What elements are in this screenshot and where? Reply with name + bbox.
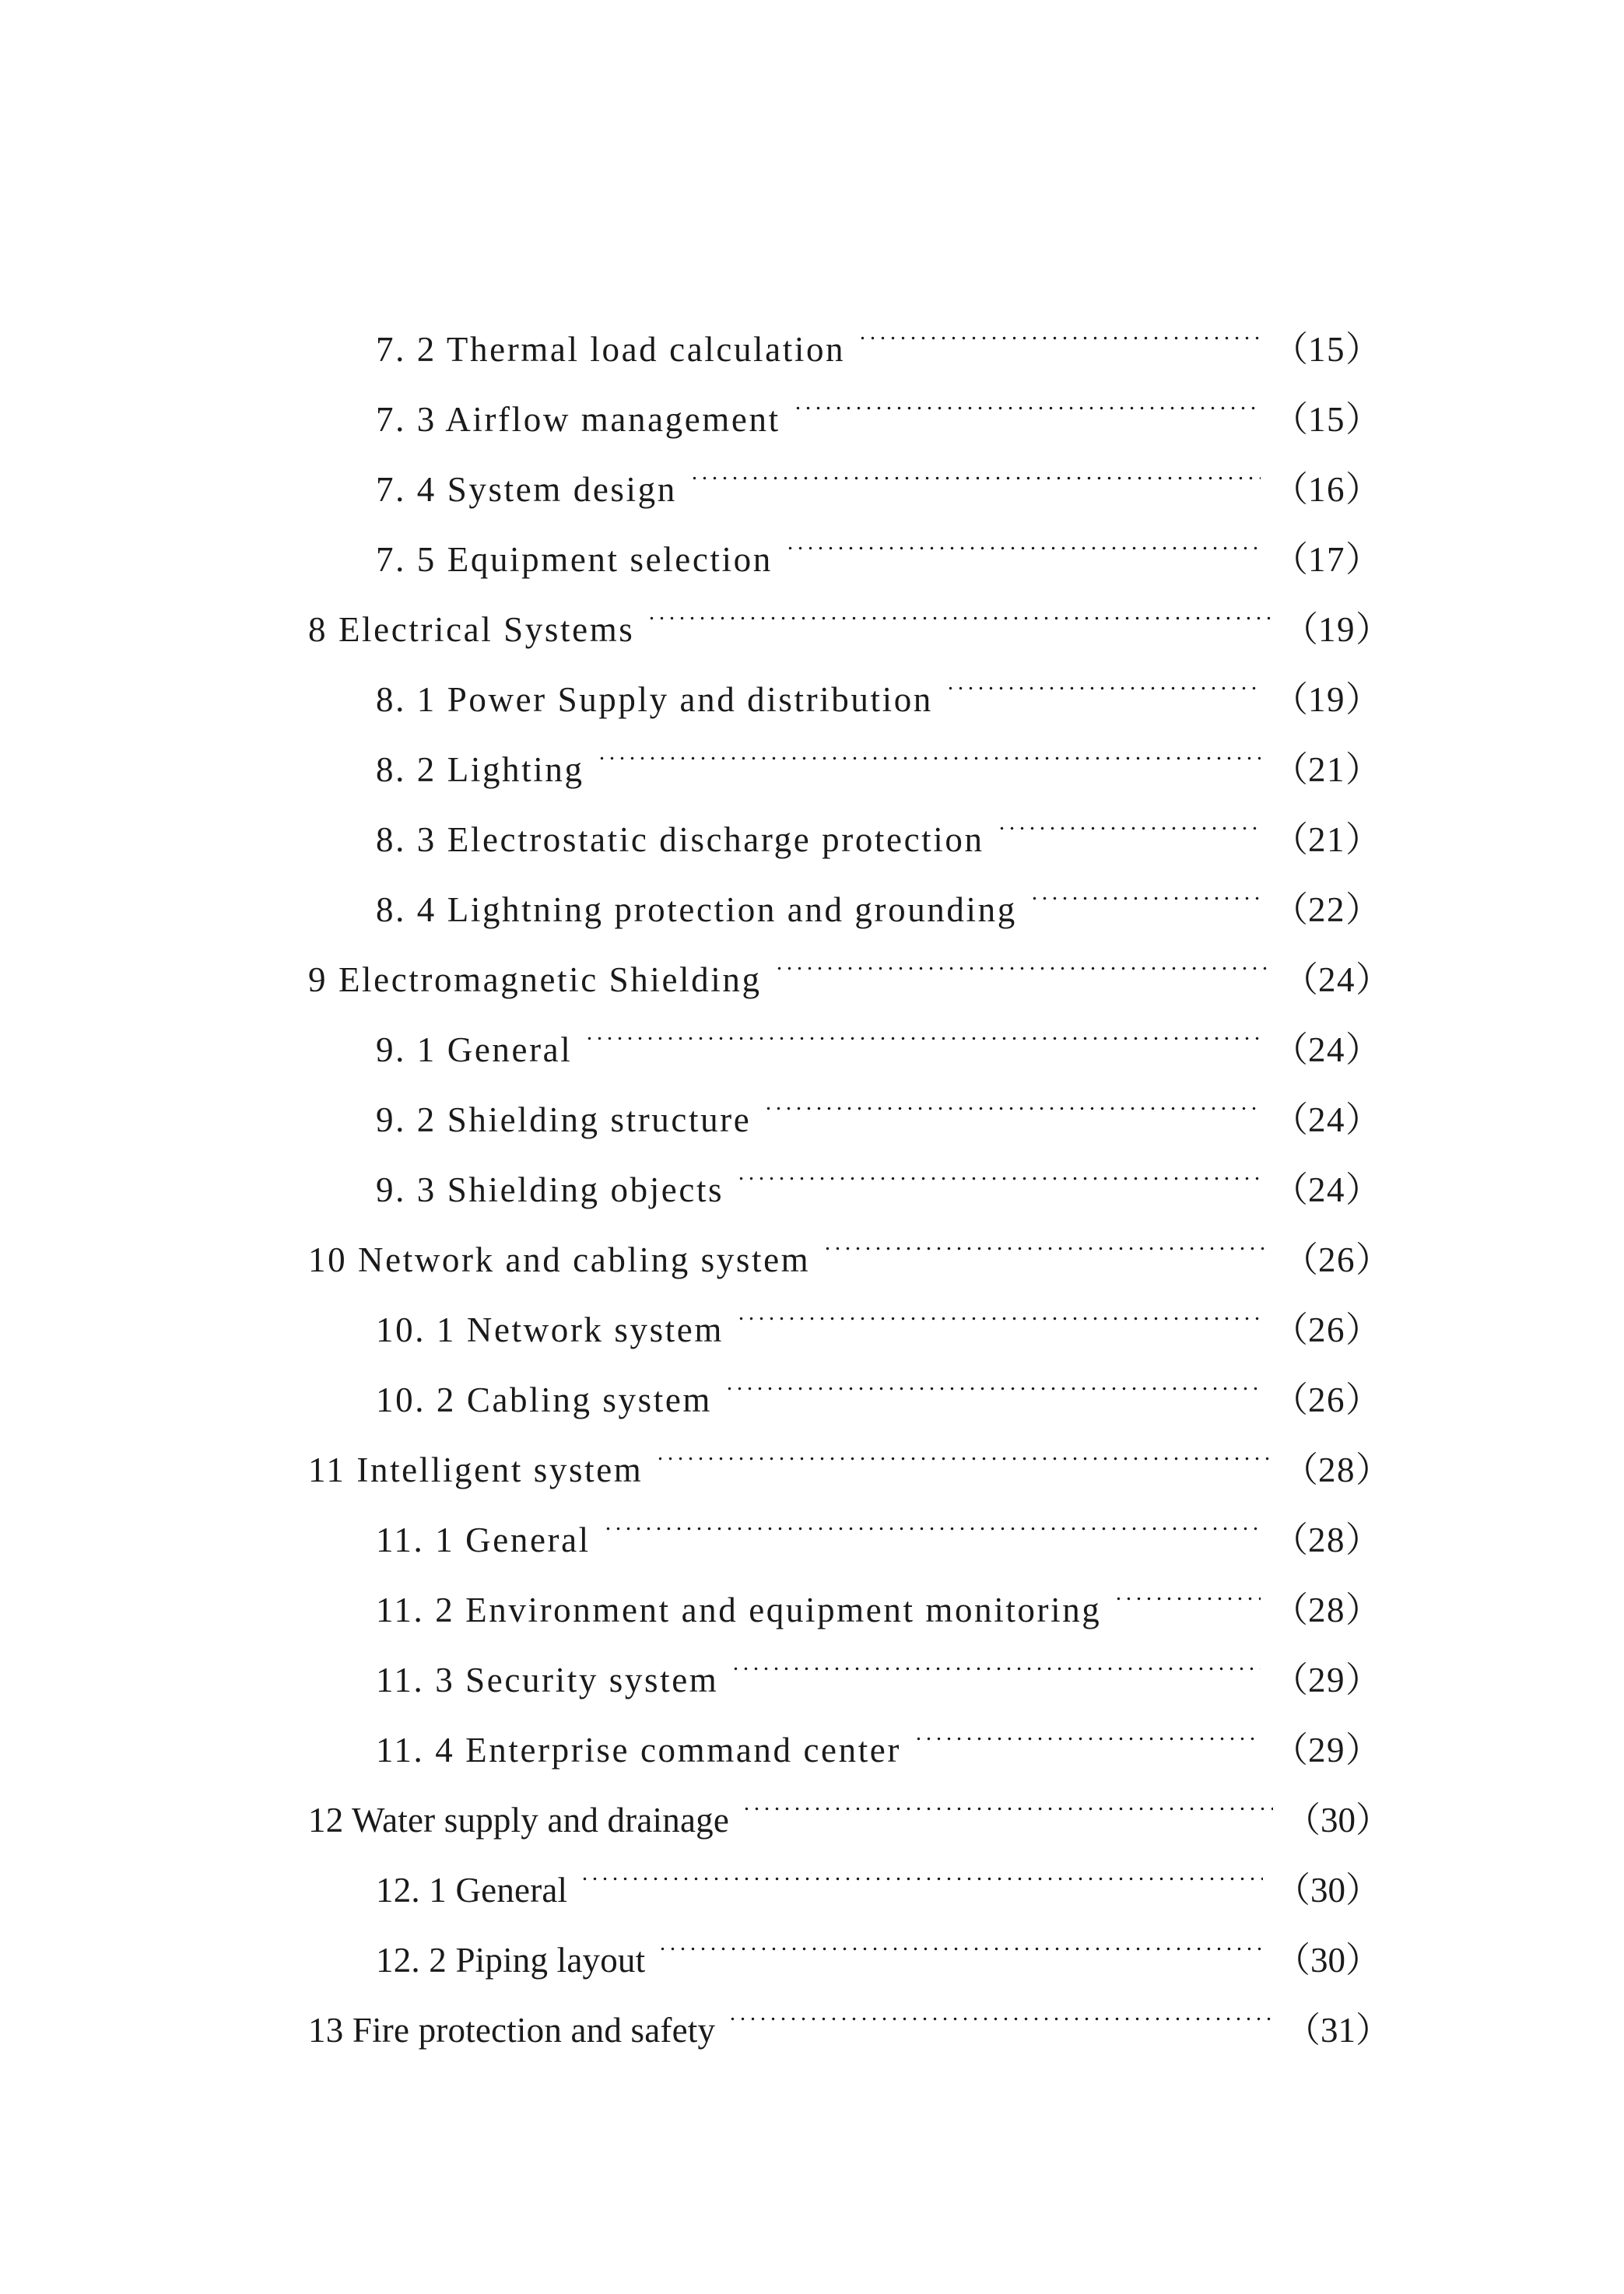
toc-entry-page-number: （24） bbox=[1282, 960, 1391, 999]
toc-entry-page-number: （28） bbox=[1272, 1591, 1380, 1629]
toc-entry-page-number: （31） bbox=[1285, 2011, 1391, 2050]
toc-entry-title: 10. 1 Network system bbox=[376, 1310, 724, 1349]
toc-entry-page-number: （30） bbox=[1275, 1941, 1380, 1980]
toc-dot-leader bbox=[914, 1692, 1261, 1762]
toc-entry-title: 8. 4 Lightning protection and grounding bbox=[376, 890, 1017, 929]
toc-entry-title: 11. 1 General bbox=[376, 1521, 591, 1559]
toc-entry-title: 12. 1 General bbox=[376, 1871, 568, 1910]
toc-dot-leader bbox=[603, 1482, 1261, 1552]
toc-entry-title: 12. 2 Piping layout bbox=[376, 1941, 646, 1980]
toc-entry-title: 7. 5 Equipment selection bbox=[376, 540, 773, 579]
toc-entry-page-number: （15） bbox=[1272, 400, 1380, 439]
toc-entry-title: 10. 2 Cabling system bbox=[376, 1380, 712, 1419]
toc-entry-page-number: （19） bbox=[1272, 680, 1380, 719]
toc-entry-title: 8. 1 Power Supply and distribution bbox=[376, 680, 933, 719]
toc-entry[interactable] bbox=[0, 291, 1624, 369]
toc-entry-page-number: （29） bbox=[1272, 1731, 1380, 1770]
toc-entry-page-number: （16） bbox=[1272, 470, 1380, 509]
toc-entry-title: 11. 3 Security system bbox=[376, 1661, 719, 1699]
toc-dot-leader bbox=[823, 1201, 1271, 1272]
toc-entry-title: 12 Water supply and drainage bbox=[308, 1801, 729, 1840]
toc-entry-page-number: （26） bbox=[1272, 1310, 1380, 1349]
toc-entry-page-number: （26） bbox=[1272, 1380, 1380, 1419]
toc-dot-leader bbox=[997, 781, 1261, 851]
toc-dot-leader bbox=[655, 1412, 1271, 1482]
toc-dot-leader bbox=[724, 1342, 1261, 1412]
toc-dot-leader bbox=[736, 1272, 1261, 1342]
toc-entry-title: 11. 4 Enterprise command center bbox=[376, 1731, 901, 1770]
toc-entry-title: 13 Fire protection and safety bbox=[308, 2011, 716, 2050]
toc-dot-leader bbox=[580, 1832, 1263, 1902]
toc-entry-title: 9. 1 General bbox=[376, 1030, 573, 1069]
toc-dot-leader bbox=[774, 921, 1271, 991]
toc-entry-title: 11 Intelligent system bbox=[308, 1450, 644, 1489]
toc-dot-leader bbox=[763, 1061, 1261, 1131]
toc-entry-title: 9. 3 Shielding objects bbox=[376, 1170, 724, 1209]
toc-entry-page-number: （26） bbox=[1282, 1240, 1391, 1279]
toc-entry-title: 9 Electromagnetic Shielding bbox=[308, 960, 762, 999]
toc-dot-leader bbox=[736, 1131, 1261, 1201]
toc-entry-title: 7. 3 Airflow management bbox=[376, 400, 780, 439]
toc-dot-leader bbox=[728, 1972, 1273, 2042]
toc-entry-page-number: （28） bbox=[1282, 1450, 1391, 1489]
toc-entry-page-number: （19） bbox=[1282, 610, 1391, 649]
toc-entry-page-number: （24） bbox=[1272, 1170, 1380, 1209]
toc-entry-page-number: （29） bbox=[1272, 1661, 1380, 1699]
toc-entry-page-number: （22） bbox=[1272, 890, 1380, 929]
toc-entry-title: 8. 2 Lighting bbox=[376, 750, 584, 789]
toc-dot-leader bbox=[793, 361, 1261, 431]
toc-entry-title: 7. 4 System design bbox=[376, 470, 677, 509]
table-of-contents bbox=[0, 291, 1624, 2050]
toc-entry-title: 8 Electrical Systems bbox=[308, 610, 635, 649]
toc-dot-leader bbox=[597, 711, 1261, 781]
toc-entry-title: 9. 2 Shielding structure bbox=[376, 1100, 752, 1139]
toc-entry-page-number: （28） bbox=[1272, 1521, 1380, 1559]
toc-dot-leader bbox=[689, 431, 1261, 501]
toc-entry-title: 7. 2 Thermal load calculation bbox=[376, 330, 846, 369]
toc-entry-page-number: （17） bbox=[1272, 540, 1380, 579]
toc-dot-leader bbox=[1114, 1552, 1261, 1622]
toc-entry-page-number: （24） bbox=[1272, 1100, 1380, 1139]
toc-entry-page-number: （21） bbox=[1272, 820, 1380, 859]
toc-dot-leader bbox=[945, 641, 1261, 711]
toc-entry-page-number: （30） bbox=[1275, 1871, 1380, 1910]
toc-entry-title: 11. 2 Environment and equipment monitoring bbox=[376, 1591, 1102, 1629]
toc-dot-leader bbox=[584, 991, 1261, 1061]
toc-dot-leader bbox=[742, 1762, 1273, 1832]
toc-entry-title: 10 Network and cabling system bbox=[308, 1240, 811, 1279]
toc-entry-page-number: （24） bbox=[1272, 1030, 1380, 1069]
toc-entry-title: 8. 3 Electrostatic discharge protection bbox=[376, 820, 984, 859]
toc-entry-page-number: （21） bbox=[1272, 750, 1380, 789]
toc-dot-leader bbox=[731, 1622, 1261, 1692]
toc-dot-leader bbox=[647, 571, 1271, 641]
toc-dot-leader bbox=[1029, 851, 1261, 921]
toc-entry-page-number: （15） bbox=[1272, 330, 1380, 369]
toc-dot-leader bbox=[858, 291, 1261, 361]
toc-entry-page-number: （30） bbox=[1285, 1801, 1391, 1840]
toc-dot-leader bbox=[785, 501, 1261, 571]
toc-dot-leader bbox=[658, 1902, 1263, 1972]
